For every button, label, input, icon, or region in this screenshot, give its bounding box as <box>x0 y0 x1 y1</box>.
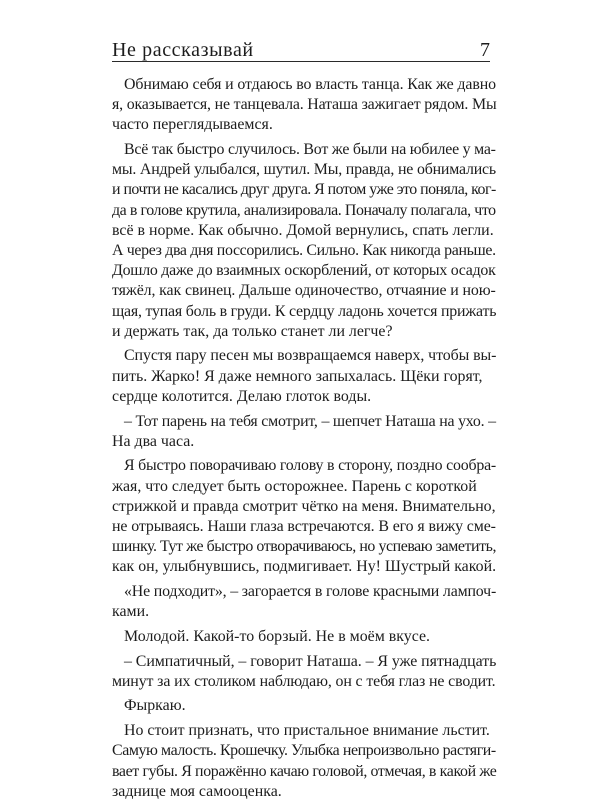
text-line: Самую малость. Крошечку. Улыбка непроизвольно растяги- <box>112 742 496 760</box>
text-line: – Симпатичный, – говорит Наташа. – Я уже пятнадцать <box>124 652 497 670</box>
text-line: мы. Андрей улыбался, шутил. Мы, правда, не обнимались <box>112 161 496 179</box>
text-line: На два часа. <box>112 432 195 450</box>
text-line: вает губы. Я поражённо качаю головой, отмечая, в какой же <box>112 762 497 780</box>
text-line: минут за их столиком наблюдаю, он с тебя глаз не сводит. <box>112 672 496 690</box>
text-line: щая, тупая боль в груди. К сердцу ладонь хочется прижать <box>112 302 497 320</box>
text-line: стрижкой и правда смотрит чётко на меня. Внимательно, <box>112 497 496 515</box>
text-line: заднице моя самооценка. <box>112 782 282 800</box>
header-rule <box>112 61 490 62</box>
text-line: не отрываясь. Наши глаза встречаются. В его я вижу сме- <box>112 517 496 535</box>
text-line: ками. <box>112 603 150 621</box>
book-title: Не рассказывай <box>112 39 254 61</box>
running-head <box>112 28 490 62</box>
text-line: сердце колотится. Делаю глоток воды. <box>112 387 372 405</box>
paragraph <box>112 652 496 692</box>
text-line: тяжёл, как свинец. Дальше одиночество, отчаяние и ною- <box>112 282 496 300</box>
text-line: «Не подходит», – загорается в голове красными лампоч- <box>124 583 497 600</box>
paragraph <box>112 346 496 407</box>
text-line: Обнимаю себя и отдаюсь во власть танца. Как же давно <box>124 76 496 93</box>
text-line: пить. Жарко! Я даже немного запыхалась. Щёки горят, <box>112 367 483 385</box>
text-line: Фыркаю. <box>124 697 186 715</box>
text-line: А через два дня поссорились. Сильно. Как никогда раньше. <box>112 242 496 259</box>
text-line: Но стоит признать, что пристальное внимание льстит. <box>124 722 490 740</box>
text-line: Спустя пару песен мы возвращаемся наверх, чтобы вы- <box>124 347 497 365</box>
text-line: часто переглядываемся. <box>112 116 273 134</box>
text-line: да в голове крутила, анализировала. Поначалу полагала, что <box>112 201 496 219</box>
text-line: жая, что следует быть осторожнее. Парень с короткой <box>112 477 477 495</box>
text-line: и держать так, да только станет ли легче? <box>112 322 393 340</box>
text-line: Дошло даже до взаимных оскорблений, от которых осадок <box>112 262 496 280</box>
paragraph <box>112 627 496 647</box>
text-line: Молодой. Какой-то борзый. Не в моём вкусе. <box>124 627 430 645</box>
body-text <box>112 75 496 806</box>
text-line: Я быстро поворачиваю голову в сторону, поздно сообра- <box>124 457 497 475</box>
text-line: всё в норме. Как обычно. Домой вернулись, спать легли. <box>112 221 494 239</box>
text-line: шинку. Тут же быстро отворачиваюсь, но успеваю заметить, <box>112 538 496 556</box>
paragraph <box>112 140 496 342</box>
paragraph <box>112 75 496 136</box>
paragraph <box>112 696 496 716</box>
paragraph <box>112 412 496 452</box>
text-line: Всё так быстро случилось. Вот же были на юбилее у ма- <box>124 141 496 159</box>
paragraph <box>112 456 496 577</box>
paragraph <box>112 721 496 802</box>
text-line: – Тот парень на тебя смотрит, – шепчет Наташа на ухо. – <box>124 412 496 430</box>
text-line: как он, улыбнувшись, подмигивает. Ну! Шустрый какой. <box>112 558 497 576</box>
text-line: и почти не касались друг друга. Я потом уже это поняла, ког- <box>112 181 496 199</box>
page-number: 7 <box>480 39 490 61</box>
text-line: я, оказывается, не танцевала. Наташа зажигает рядом. Мы <box>112 96 497 114</box>
paragraph <box>112 582 496 622</box>
